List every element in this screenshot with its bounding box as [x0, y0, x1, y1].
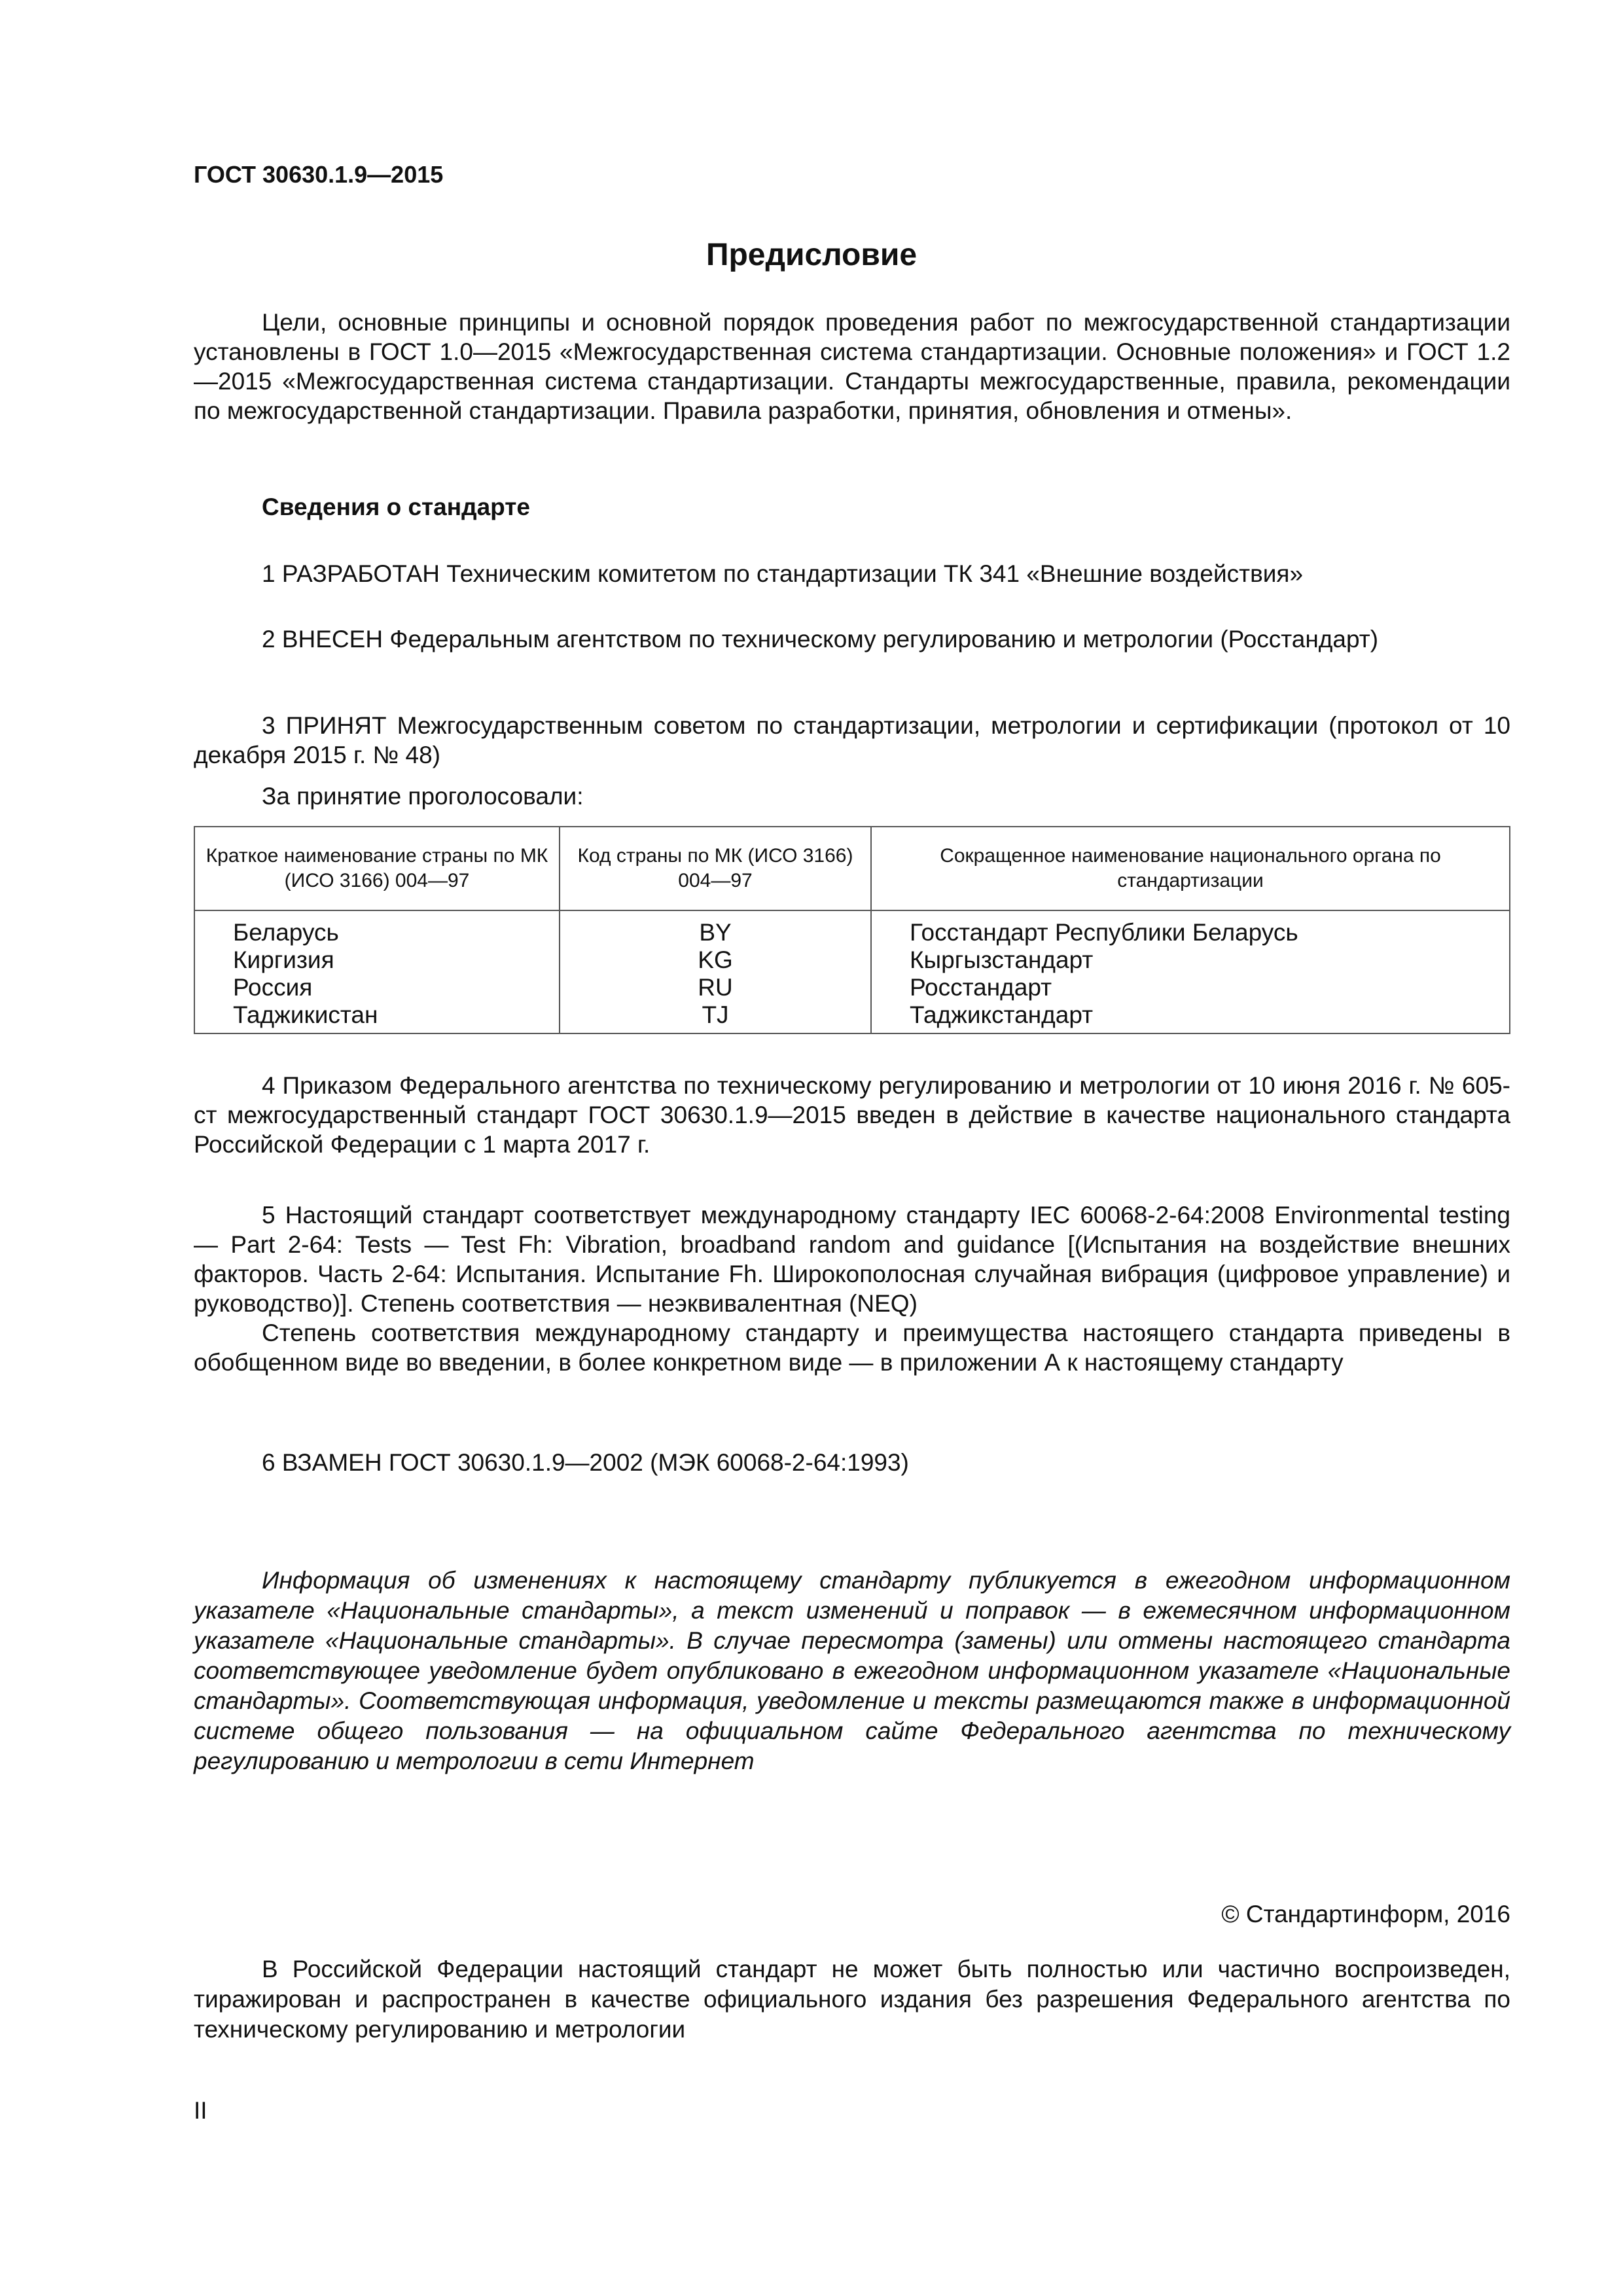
country-code: RU	[560, 974, 871, 1001]
country-name: Таджикистан	[194, 1001, 560, 1033]
copyright-notice: © Стандартинформ, 2016	[1221, 1901, 1510, 1928]
reproduction-rights-note: В Российской Федерации настоящий стандарт не может быть полностью или частично воспроизведен, тиражирован и распространен в качестве официального издания без разрешения Федерального агентства по техническому регулированию и метрологии	[194, 1956, 1510, 2043]
table-row	[194, 910, 1510, 946]
table-header-row	[194, 827, 1510, 910]
intro-paragraph: Цели, основные принципы и основной порядок проведения работ по межгосударственной стандартизации установлены в ГОСТ 1.0—2015 «Межгосударственная система стандартизации. Основные положения» и ГОСТ 1.2—2015 «Межгосударственная система стандартизации. Стандарты межгосударственные, правила, рекомендации по межгосударственной стандартизации. Правила разработки, принятия, обновления и отмены».	[194, 309, 1510, 424]
standards-body: Таджикстандарт	[871, 1001, 1510, 1033]
voting-countries-table	[194, 826, 1510, 1034]
country-code: TJ	[560, 1001, 871, 1033]
table-row	[194, 974, 1510, 1001]
standards-body: Госстандарт Республики Беларусь	[871, 910, 1510, 946]
country-name: Киргизия	[194, 946, 560, 974]
country-name: Россия	[194, 974, 560, 1001]
item-3-adopted: 3 ПРИНЯТ Межгосударственным советом по стандартизации, метрологии и сертификации (протокол от 10 декабря 2015 г. № 48)	[194, 712, 1510, 768]
item-4-order: 4 Приказом Федерального агентства по техническому регулированию и метрологии от 10 июня 2016 г. № 605-ст межгосударственный стандарт ГОСТ 30630.1.9—2015 введен в действие в качестве национального стандарта Российской Федерации с 1 марта 2017 г.	[194, 1072, 1510, 1158]
country-name: Беларусь	[194, 910, 560, 946]
country-code: BY	[560, 910, 871, 946]
page-number: II	[194, 2097, 207, 2124]
document-code-header: ГОСТ 30630.1.9—2015	[194, 161, 444, 188]
item-5-correspondence: 5 Настоящий стандарт соответствует международному стандарту IEC 60068-2-64:2008 Environmental testing — Part 2-64: Tests — Test Fh: Vibration, broadband random and guidance [(Испытания на воздействие внешних факторов. Часть 2-64: Испытания. Испытание Fh. Широкополосная случайная вибрация (цифровое управление) и руководство)]. Степень соответствия — неэквивалентная (NEQ)	[194, 1202, 1510, 1317]
column-header-code: Код страны по МК (ИСО 3166) 004—97	[560, 827, 871, 910]
country-code: KG	[560, 946, 871, 974]
item-1-developed: 1 РАЗРАБОТАН Техническим комитетом по стандартизации ТК 341 «Внешние воздействия»	[262, 560, 1304, 587]
column-header-country: Краткое наименование страны по МК (ИСО 3166) 004—97	[194, 827, 560, 910]
item-5-degree-note: Степень соответствия международному стандарту и преимущества настоящего стандарта приведены в обобщенном виде во введении, в более конкретном виде — в приложении А к настоящему стандарту	[194, 1319, 1510, 1376]
item-2-introduced: 2 ВНЕСЕН Федеральным агентством по техническому регулированию и метрологии (Росстандарт)	[262, 626, 1379, 653]
standards-body: Кыргызстандарт	[871, 946, 1510, 974]
changes-information-note: Информация об изменениях к настоящему стандарту публикуется в ежегодном информационном указателе «Национальные стандарты», а текст изменений и поправок — в ежемесячном информационном указателе «Национальные стандарты». В случае пересмотра (замены) или отмены настоящего стандарта соответствующее уведомление будет опубликовано в ежегодном информационном указателе «Национальные стандарты». Соответствующая информация, уведомление и тексты размещаются также в информационной системе общего пользования — на официальном сайте Федерального агентства по техническому регулированию и метрологии в сети Интернет	[194, 1567, 1510, 1774]
page-title: Предисловие	[705, 238, 918, 272]
item-6-replaces: 6 ВЗАМЕН ГОСТ 30630.1.9—2002 (МЭК 60068-2-64:1993)	[262, 1449, 909, 1476]
table-row	[194, 1001, 1510, 1033]
about-standard-heading: Сведения о стандарте	[262, 493, 530, 520]
voting-label: За принятие проголосовали:	[262, 783, 584, 810]
column-header-body: Сокращенное наименование национального органа по стандартизации	[871, 827, 1510, 910]
standards-body: Росстандарт	[871, 974, 1510, 1001]
table-row	[194, 946, 1510, 974]
